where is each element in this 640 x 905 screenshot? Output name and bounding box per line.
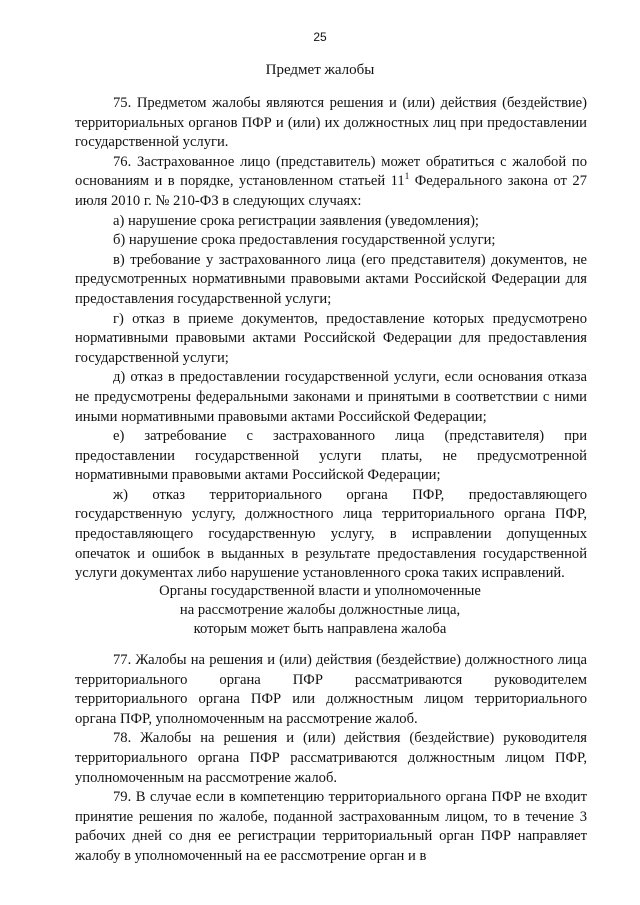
section-title-authorities-line3: которым может быть направлена жалоба: [193, 621, 447, 637]
section2-body: [75, 651, 587, 867]
section1-body: [75, 94, 587, 584]
list-item-e: е) затребование с застрахованного лица (представителя) при предоставлении государственной услуги платы, не предусмотренной нормативными правовыми актами Российской Федерации;: [75, 428, 587, 484]
page-number: 25: [313, 30, 327, 44]
paragraph-79: 79. В случае если в компетенцию территориального органа ПФР не входит принятие решения по жалобе, поданной застрахованным лицом, то в течение 3 рабочих дней со дня ее регистрации территориальный орган ПФР направляет жалобу в уполномоченный на ее рассмотрение орган и в: [75, 789, 587, 864]
list-item-v: в) требование у застрахованного лица (его представителя) документов, не предусмотренных нормативными правовыми актами Российской Федерации для предоставления государственной услуги;: [75, 251, 587, 307]
section-title-authorities-line1: Органы государственной власти и уполномоченные: [159, 583, 481, 599]
list-item-zh: ж) отказ территориального органа ПФР, предоставляющего государственную услугу, должностного лица территориального органа ПФР, предоставляющего государственную услугу, в исправлении допущенных опечаток и ошибок в выданных в результате предоставления государственной услуги документах либо нарушение установленного срока таких исправлений.: [75, 486, 587, 582]
list-item-a: а) нарушение срока регистрации заявления (уведомления);: [113, 212, 479, 229]
paragraph-76-text-before: 76. Застрахованное лицо (представитель) может обратиться с жалобой по основаниям и в порядке, установленном статьей 11: [75, 153, 587, 190]
paragraph-76-text-after: Федерального закона от 27 июля 2010 г. № 210-ФЗ в следующих случаях:: [75, 173, 587, 209]
paragraph-77: 77. Жалобы на решения и (или) действия (бездействие) должностного лица территориального органа ПФР рассматриваются руководителем территориального органа ПФР или должностным лицом территориального органа ПФР, уполномоченным на рассмотрение жалоб.: [75, 652, 587, 727]
paragraph-75: 75. Предметом жалобы являются решения и (или) действия (бездействие) территориальных органов ПФР и (или) их должностных лиц при предоставлении государственной услуги.: [75, 95, 587, 151]
list-item-b: б) нарушение срока предоставления государственной услуги;: [113, 232, 496, 249]
section-title-complaint-subject: Предмет жалобы: [265, 62, 375, 78]
article-superscript: 1: [404, 171, 410, 182]
paragraph-78: 78. Жалобы на решения и (или) действия (бездействие) руководителя территориального органа ПФР рассматриваются должностным лицом ПФР, уполномоченным на рассмотрение жалоб.: [75, 730, 587, 786]
paragraph-76: [75, 153, 587, 212]
section-title-authorities-line2: на рассмотрение жалобы должностные лица,: [179, 602, 461, 618]
list-item-g: г) отказ в приеме документов, предоставление которых предусмотрено нормативными правовыми актами Российской Федерации для предоставления государственной услуги;: [75, 310, 587, 366]
list-item-d: д) отказ в предоставлении государственной услуги, если основания отказа не предусмотрены федеральными законами и принятыми в соответствии с ними иными нормативными правовыми актами Российской Федерации;: [75, 369, 587, 425]
section-title-authorities: [0, 582, 640, 639]
